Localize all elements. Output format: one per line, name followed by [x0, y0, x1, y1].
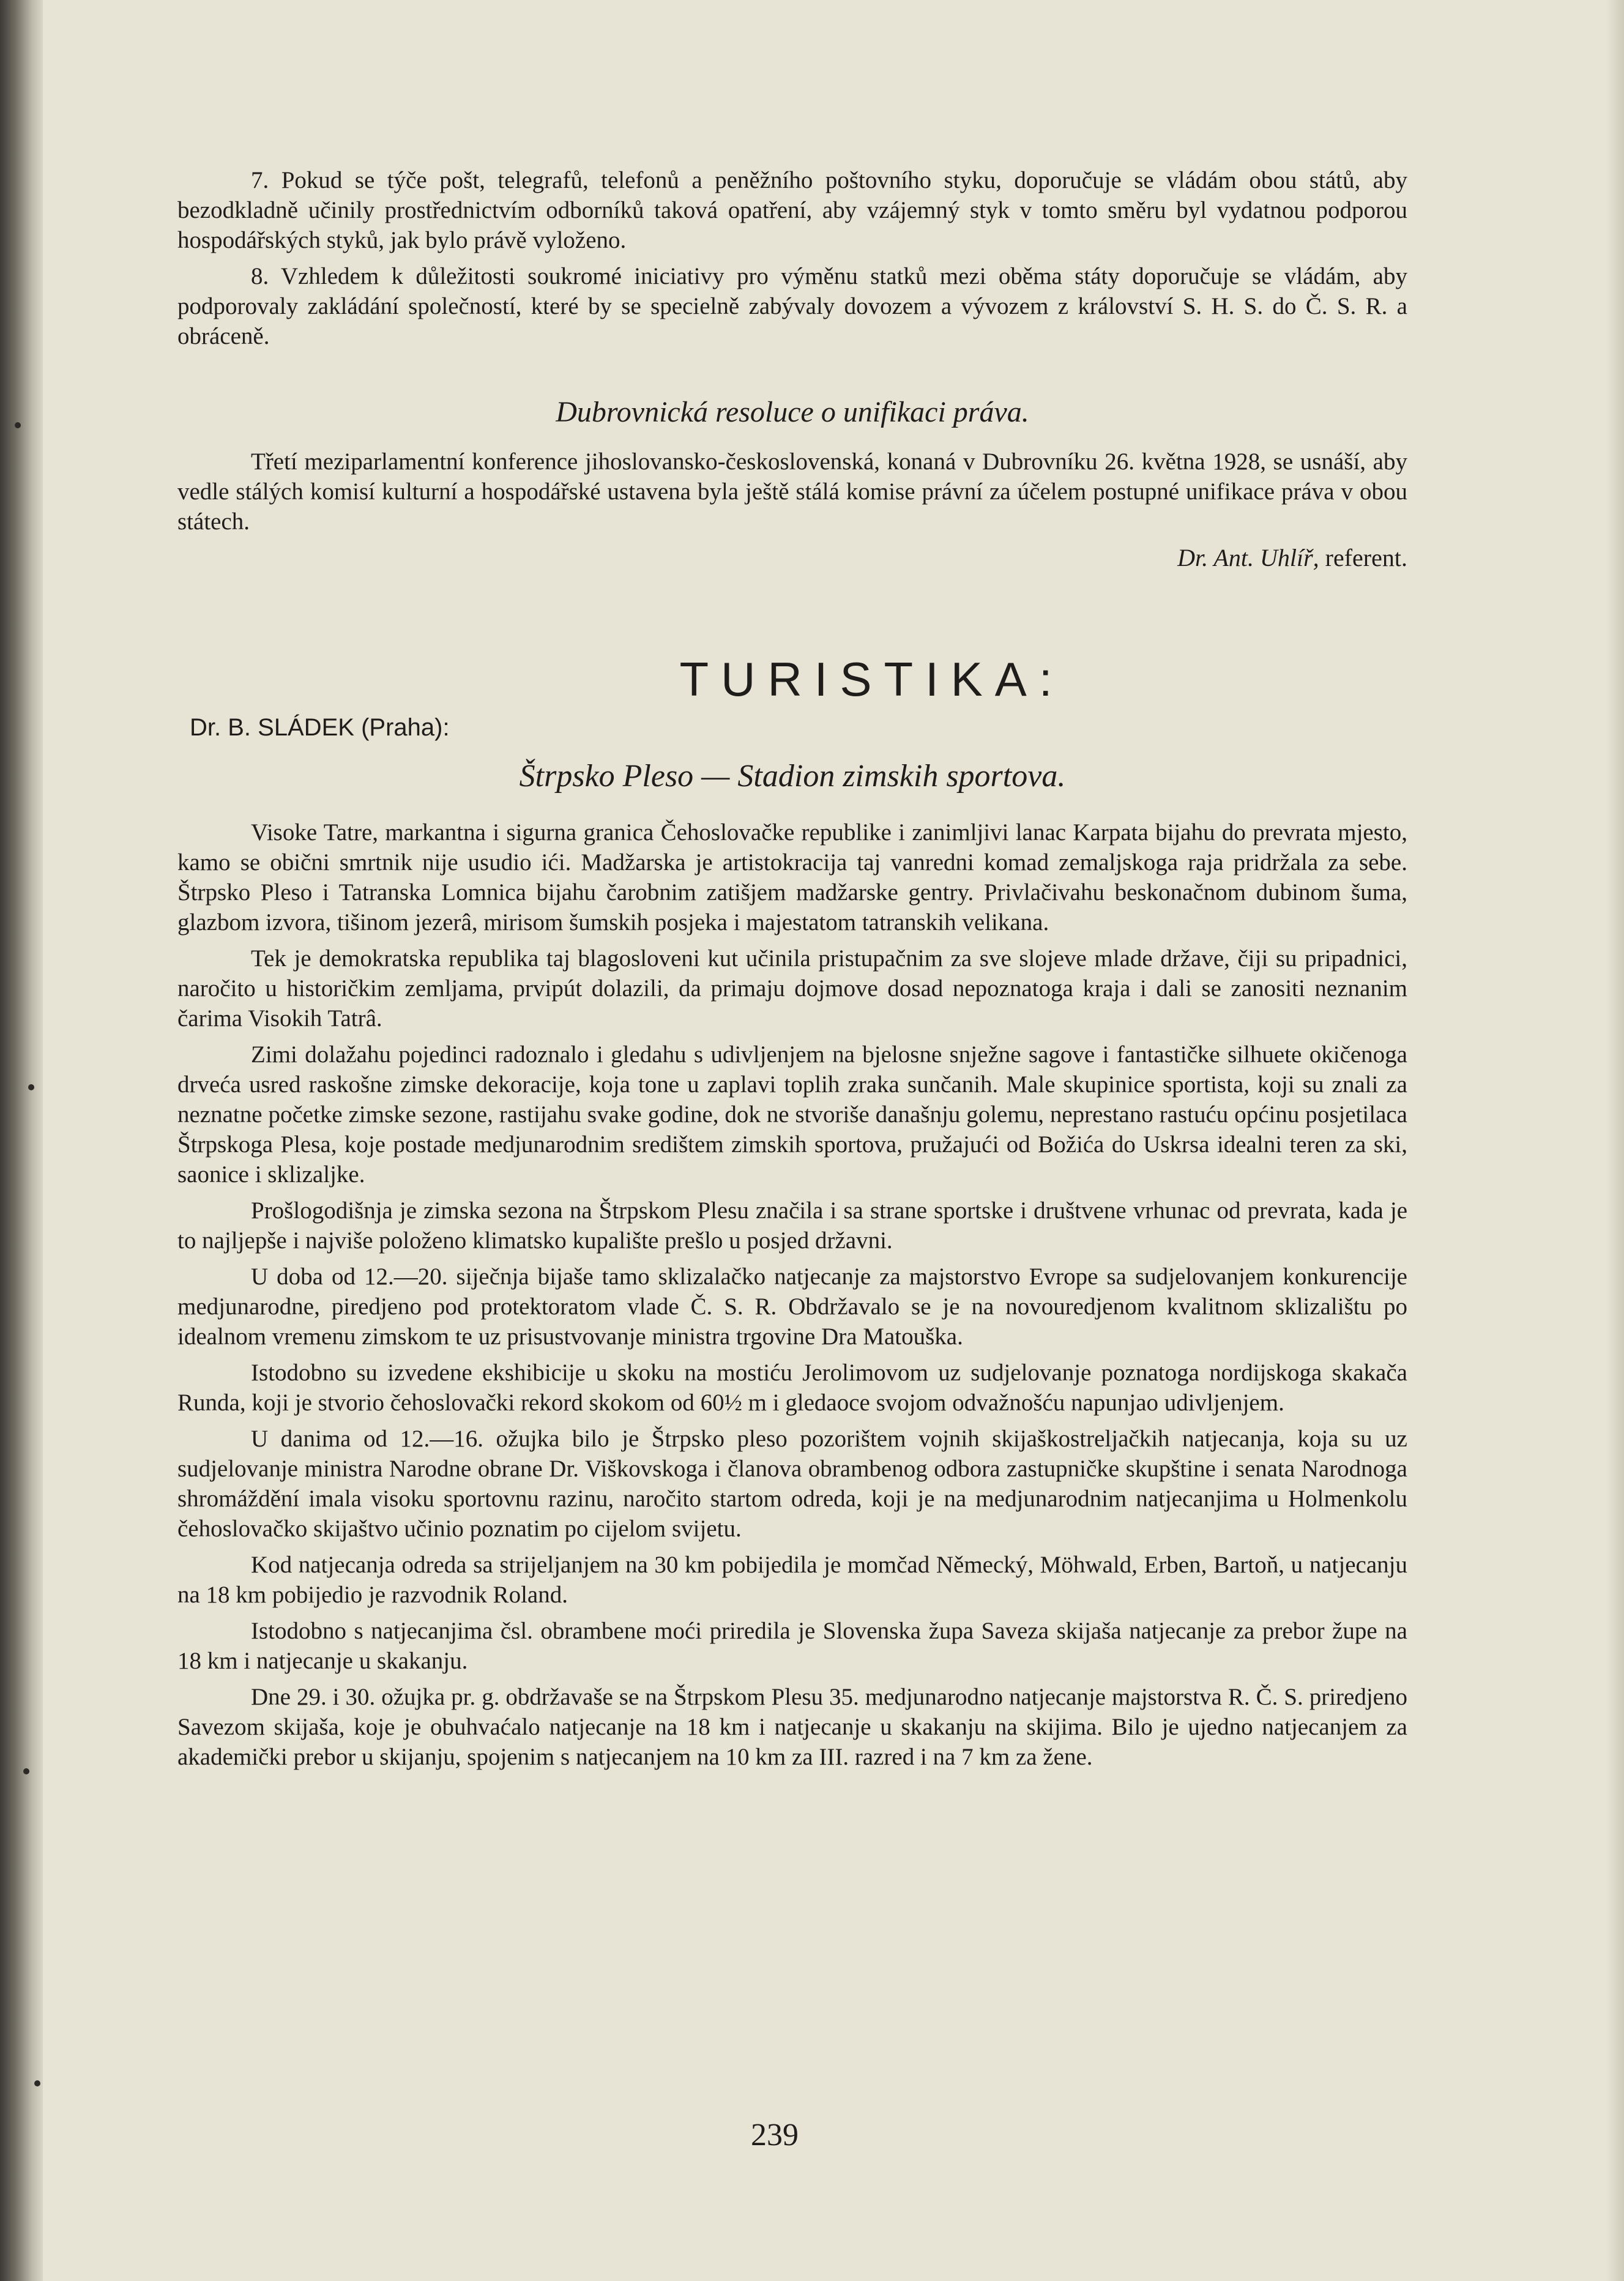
- article-author: Dr. B. SLÁDEK (Praha):: [190, 714, 450, 741]
- article-paragraph: U danima od 12.—16. ožujka bilo je Štrpsko pleso pozorištem vojnih skijaškostreljačkih natjecanja, koja su uz sudjelovanje ministra Narodne obrane Dr. Viškovskoga i članova obrambenog odbora zastupničke skupštine i senata Narodnoga shromáždění imala visoku sportovnu razinu, naročito startom odreda, koji je na medjunarodnim natjecanjima u Holmenkolu čehoslovačko skijaštvo učinio poznatim po cijelom svijetu.: [177, 1426, 1407, 1542]
- book-spine: [0, 0, 43, 2281]
- article-title: Štrpsko Pleso — Stadion zimskih sportova.: [519, 759, 1066, 794]
- margin-mark: [15, 422, 21, 428]
- article-paragraph: U doba od 12.—20. siječnja bijaše tamo sklizalačko natjecanje za majstorstvo Evrope sa sudjelovanjem konkurencije medjunarodne, piredjeno pod protektoratom vlade Č. S. R. Obdržavalo se je na novouredjenom kvalitnom sklizalištu po idealnom vremenu zimskom te uz prisustvovanje ministra trgovine Dra Matouška.: [177, 1263, 1407, 1350]
- page-content: [177, 165, 1407, 1778]
- article-paragraph: Dne 29. i 30. ožujka pr. g. obdržavaše se na Štrpskom Plesu 35. medjunarodno natjecanje majstorstva R. Č. S. priredjeno Savezom skijaša, koje je obuhvaćalo natjecanje na 18 km i natjecanje u skakanju na skijima. Bilo je ujedno natjecanjem za akademički prebor u skijanju, spojenim s natjecanjem na 10 km za III. razred i na 7 km za žene.: [177, 1684, 1407, 1770]
- paragraph-point-7: 7. Pokud se týče pošt, telegrafů, telefonů a peněžního poštovního styku, doporučuje se vládám obou států, aby bezodkladně učinily prostřednictvím odborníků taková opatření, aby vzájemný styk v tomto směru byl vydatnou podporou hospodářských styků, jak bylo právě vyloženo.: [177, 167, 1407, 253]
- margin-mark: [23, 1768, 29, 1774]
- paragraph-point-8: 8. Vzhledem k důležitosti soukromé iniciativy pro výměnu statků mezi oběma státy doporučuje se vládám, aby podporovaly zakládání společností, které by se specielně zabývaly dovozem a vývozem z království S. H. S. do Č. S. R. a obráceně.: [177, 263, 1407, 349]
- article-paragraph: Zimi dolažahu pojedinci radoznalo i gledahu s udivljenjem na bjelosne snježne sagove i fantastičke silhuete okičenoga drveća usred raskošne zimske dekoracije, koja tone u zaplavi toplih zraka sunčanih. Male skupinice sportista, koji su znali za neznatne početke zimske sezone, rastijahu svake godine, dok ne stvoriše današnju golemu, neprestano rastuću općinu posjetilaca Štrpskoga Plesa, koje postade medjunarodnim središtem zimskih sportova, pružajući od Božića do Uskrsa idealni teren za ski, saonice i sklizaljke.: [177, 1041, 1407, 1188]
- margin-mark: [34, 2080, 40, 2086]
- article-paragraph: Tek je demokratska republika taj blagosloveni kut učinila pristupačnim za sve slojeve mlade države, čiji su pripadnici, naročito u historičkim zemljama, prvipút dolazili, da primaju dojmove dosad nepoznatoga kraja i dali se zanositi neznanim čarima Visokih Tatrâ.: [177, 945, 1407, 1032]
- resolution-text: Třetí meziparlamentní konference jihoslovansko-československá, konaná v Dubrovníku 26. května 1928, se usnáší, aby vedle stálých komisí kulturní a hospodářské ustavena byla ještě stálá komise právní za účelem postupné unifikace práva v obou státech.: [177, 448, 1407, 535]
- article-paragraph: Istodobno su izvedene ekshibicije u skoku na mostiću Jerolimovom uz sudjelovanje poznatoga nordijskoga skakača Runda, koji je stvorio čehoslovački rekord skokom od 60½ m i gledaoce svojom odvažnošću napunjao udivljenjem.: [177, 1360, 1407, 1416]
- section-heading: TURISTIKA:: [679, 652, 1065, 706]
- resolution-title: Dubrovnická resoluce o unifikaci práva.: [556, 396, 1029, 428]
- article-paragraph: Visoke Tatre, markantna i sigurna granica Čehoslovačke republike i zanimljivi lanac Karpata bijahu do prevrata mjesto, kamo se obični smrtnik nije usudio ići. Madžarska je artistokracija taj vanredni komad zemaljskoga raja pridržala za sebe. Štrpsko Pleso i Tatranska Lomnica bijahu čarobnim zatišjem madžarske gentry. Privlačivahu beskonačnom dubinom šuma, glazbom izvora, tišinom jezerâ, mirisom šumskih posjeka i majestatom tatranskih velikana.: [177, 819, 1407, 936]
- page-edge: [1606, 0, 1624, 2281]
- article-paragraph: Istodobno s natjecanjima čsl. obrambene moći priredila je Slovenska župa Saveza skijaša natjecanje za prebor župe na 18 km i natjecanje u skakanju.: [177, 1618, 1407, 1674]
- article-paragraph: Kod natjecanja odreda sa strijeljanjem na 30 km pobijedila je momčad Německý, Möhwald, Erben, Bartoň, u natjecanju na 18 km pobijedio je razvodnik Roland.: [177, 1552, 1407, 1608]
- article-paragraph: Prošlogodišnja je zimska sezona na Štrpskom Plesu značila i sa strane sportske i društvene vrhunac od prevrata, kada je to najljepše i najviše položeno klimatsko kupalište prešlo u posjed državni.: [177, 1197, 1407, 1254]
- margin-mark: [28, 1084, 34, 1090]
- resolution-signature: [177, 543, 1407, 573]
- signature-name: Dr. Ant. Uhlíř,: [1177, 544, 1319, 571]
- page-number: 239: [751, 2118, 799, 2153]
- signature-role: referent.: [1325, 544, 1407, 571]
